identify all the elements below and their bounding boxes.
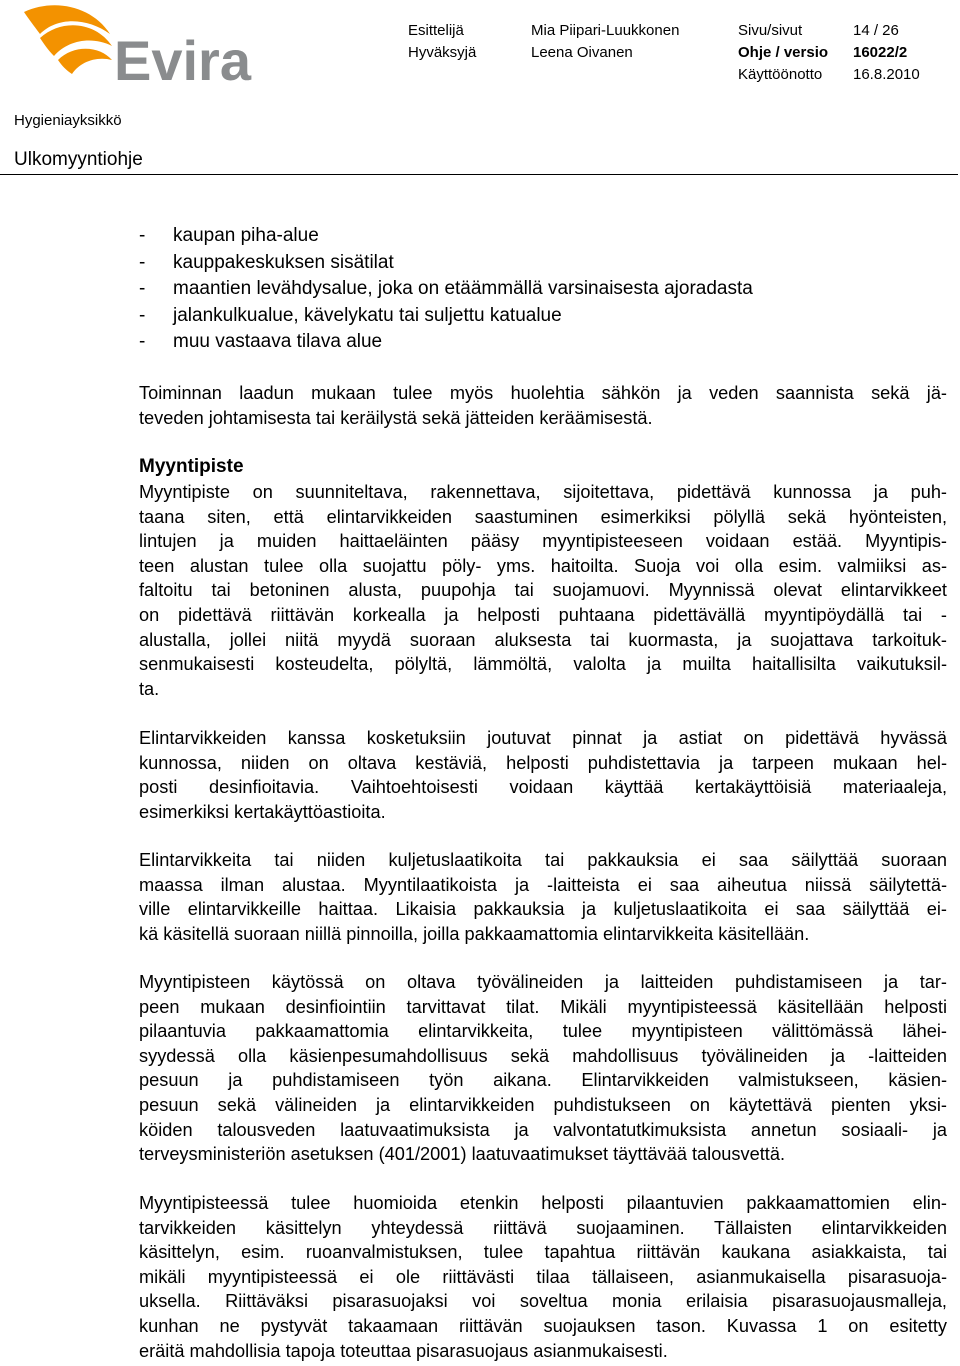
list-item: - jalankulkualue, kävelykatu tai suljettu katualue (139, 304, 562, 326)
paragraph-cleaning: Myyntipisteen käytössä on oltava työvälineiden ja laitteiden puhdistamiseen ja tar- peen mukaan desinfiointiin tarvittavat tilat. Mikäli myyntipisteessä käsitellään helposti pilaantuvia pakkaamattomia elintarvikkeita, tulee myyntipisteen välittömässä lähei- syydessä olla käsienpesumahdollisuus sekä mahdollisuus työvälineiden ja -laitteiden pesuun ja puhdistamiseen työn aikana. Elintarvikkeiden valmistukseen, käsien- pesuun sekä välineiden ja elintarvikkeiden puhdistukseen on käytettävä pienten yksi- köiden talousveden laatuvaatimuksista ja valvontatutkimuksista annetun sosiaali- ja terveysministeriön asetuksen (401/2001) laatuvaatimukset täyttävää talousvettä. (139, 972, 947, 1165)
ohje-value: 16022/2 (853, 44, 908, 61)
location-list (139, 223, 753, 356)
ohje-label: Ohje / versio (738, 44, 829, 61)
evira-logo (14, 0, 276, 84)
paragraph-protection: Myyntipisteessä tulee huomioida etenkin helposti pilaantuvien pakkaamattomien elin- tarvikkeiden käsittelyn yhteydessä riittävä suojaaminen. Tällaisten elintarvikkeiden käsittelyn, esim. ruoanvalmistuksen, tulee tapahtua riittävän kaukana asiakkaista, tai mikäli myyntipisteessä ei ole riittävästi tilaa tällaiseen, asianmukaisella pisarasuoja- uksella. Riittäväksi pisarasuojaksi voi soveltua monia erilaisia pisarasuojausmalleja, kunhan ne pystyvät takaamaan riittävän suojauksen tason. Kuvassa 1 on esitetty eräitä mahdollisia tapoja toteuttaa pisarasuojaus asianmukaisesti. (139, 1193, 947, 1361)
hyvaksyja-label: Hyväksyjä (408, 44, 477, 61)
esittelija-label: Esittelijä (408, 22, 464, 39)
esittelija-value: Mia Piipari-Luukkonen (531, 22, 680, 39)
list-item: - maantien levähdysalue, joka on etäämmällä varsinaisesta ajoradasta (139, 278, 753, 299)
list-item: - kaupan piha-alue (139, 225, 319, 246)
document-title: Ulkomyyntiohje (14, 149, 143, 170)
paragraph-surfaces: Elintarvikkeiden kanssa kosketuksiin joutuvat pinnat ja astiat on pidettävä hyvässä kunnossa, niiden on oltava kestäviä, helposti puhdistettavia ja tarpeen mukaan hel- posti desinfioitavia. Vaihtoehtoisesti voidaan käyttää kertakäyttöisiä materiaaleja, esimerkiksi kertakäyttöastioita. (139, 728, 947, 822)
unit-name: Hygieniayksikkö (14, 112, 122, 129)
kayttoonotto-value: 16.8.2010 (853, 66, 920, 83)
paragraph-myyntipiste: Myyntipiste on suunniteltava, rakennettava, sijoitettava, pidettävä kunnossa ja puh- taana siten, että elintarvikkeiden saastuminen esimerkiksi pölyllä sekä hyönteisten, lintujen ja muiden haittaeläinten pääsy myyntipisteeseen voidaan estää. Myyntipis- teen alustan tulee olla suojattu pöly- yms. haitoilta. Suoja voi olla esim. valmiiksi as- faltoitu tai betoninen alusta, puupohja tai suojamuovi. Myynnissä olevat elintarvikkeet on pidettävä riittävän korkealla ja helposti puhtaana pidettävällä myyntipöydällä tai - alustalla, jollei niitä myydä suoraan aluksesta tai kuormasta, ja suojattava tarkoituk- senmukaisesti kosteudelta, pölyltä, lämmöltä, valolta ja muilta haitallisilta vaikutuksil- ta. (139, 482, 947, 699)
section-heading: Myyntipiste (139, 456, 244, 477)
paragraph-storage: Elintarvikkeita tai niiden kuljetuslaatikoita tai pakkauksia ei saa säilyttää suoraan maassa ilman alustaa. Myyntilaatikoista ja -laitteista ei saa aiheutua niissä säilytettä- ville elintarvikkeille haittaa. Likaisia pakkauksia ja kuljetuslaatikoita ei saa säilyttää ei- kä käsitellä suoraan niillä pinnoilla, joilla pakkaamattomia elintarvikkeita käsitellään. (139, 850, 947, 944)
paragraph-services: Toiminnan laadun mukaan tulee myös huolehtia sähkön ja veden saannista sekä jä- teveden johtamisesta tai keräilystä sekä jätteiden keräämisestä. (139, 383, 947, 428)
sivu-label: Sivu/sivut (738, 22, 803, 39)
header-divider (0, 174, 958, 175)
evira-logo-mark (14, 0, 276, 84)
list-item: - muu vastaava tilava alue (139, 331, 383, 352)
kayttoonotto-label: Käyttöönotto (738, 66, 823, 83)
svg-text:Evira: Evira (114, 29, 251, 84)
sivu-value: 14 / 26 (853, 22, 899, 39)
list-item: - kauppakeskuksen sisätilat (139, 251, 394, 273)
hyvaksyja-value: Leena Oivanen (531, 44, 633, 61)
